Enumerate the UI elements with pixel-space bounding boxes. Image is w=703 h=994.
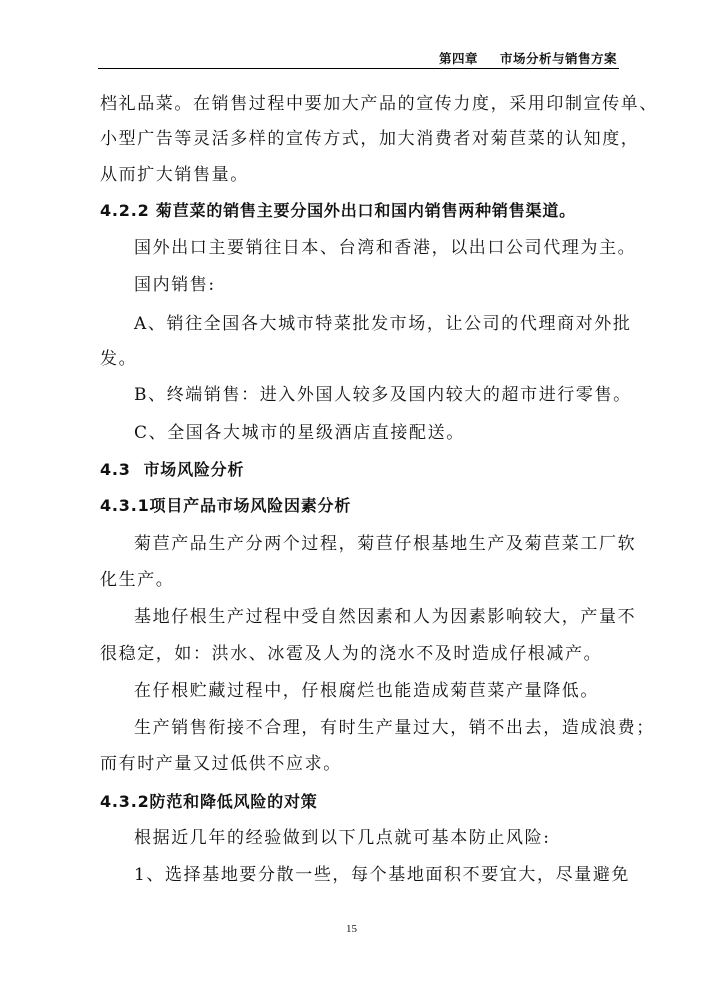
- body-line: 从而扩大销售量。: [100, 165, 249, 185]
- body-line: 生产销售衔接不合理，有时生产量过大，销不出去，造成浪费；: [134, 718, 655, 738]
- body-line: 国外出口主要销往日本、台湾和香港，以出口公司代理为主。: [134, 238, 637, 258]
- list-item-b: B、终端销售：进入外国人较多及国内较大的超市进行零售。: [134, 385, 632, 405]
- page-header: [98, 44, 619, 69]
- body-line: 基地仔根生产过程中受自然因素和人为因素影响较大，产量不: [134, 607, 637, 627]
- body-line: 根据近几年的经验做到以下几点就可基本防止风险:: [134, 828, 551, 848]
- header-chapter: 第四章: [438, 51, 478, 66]
- section-heading-4-2-2: 4.2.2 菊苣菜的销售主要分国外出口和国内销售两种销售渠道。: [100, 201, 576, 220]
- list-item-a: A、销往全国各大城市特菜批发市场，让公司的代理商对外批: [134, 314, 632, 334]
- page-number: 15: [346, 923, 357, 935]
- body-line: 小型广告等灵活多样的宣传方式，加大消费者对菊苣菜的认知度，: [100, 129, 640, 149]
- body-line: 发。: [100, 349, 138, 369]
- body-line: 很稳定，如：洪水、冰雹及人为的浇水不及时造成仔根减产。: [100, 644, 603, 664]
- body-line: 而有时产量又过低供不应求。: [100, 754, 342, 774]
- body-line: 在仔根贮藏过程中，仔根腐烂也能造成菊苣菜产量降低。: [134, 681, 599, 701]
- body-line: 档礼品菜。在销售过程中要加大产品的宣传力度，采用印制宣传单、: [100, 94, 658, 114]
- body-line: 化生产。: [100, 570, 175, 590]
- section-heading-4-3-1: 4.3.1项目产品市场风险因素分析: [100, 496, 352, 515]
- header-title: 市场分析与销售方案: [499, 51, 617, 66]
- header-text: [439, 49, 617, 67]
- section-heading-4-3: 4.3 市场风险分析: [100, 460, 245, 479]
- body-line: 菊苣产品生产分两个过程，菊苣仔根基地生产及菊苣菜工厂软: [134, 534, 637, 554]
- body-line: 国内销售:: [134, 275, 216, 295]
- list-item-c: C、全国各大城市的星级酒店直接配送。: [134, 423, 465, 443]
- section-heading-4-3-2: 4.3.2防范和降低风险的对策: [100, 792, 318, 811]
- list-item-1: 1、选择基地要分散一些，每个基地面积不要宜大，尽量避免: [134, 865, 631, 885]
